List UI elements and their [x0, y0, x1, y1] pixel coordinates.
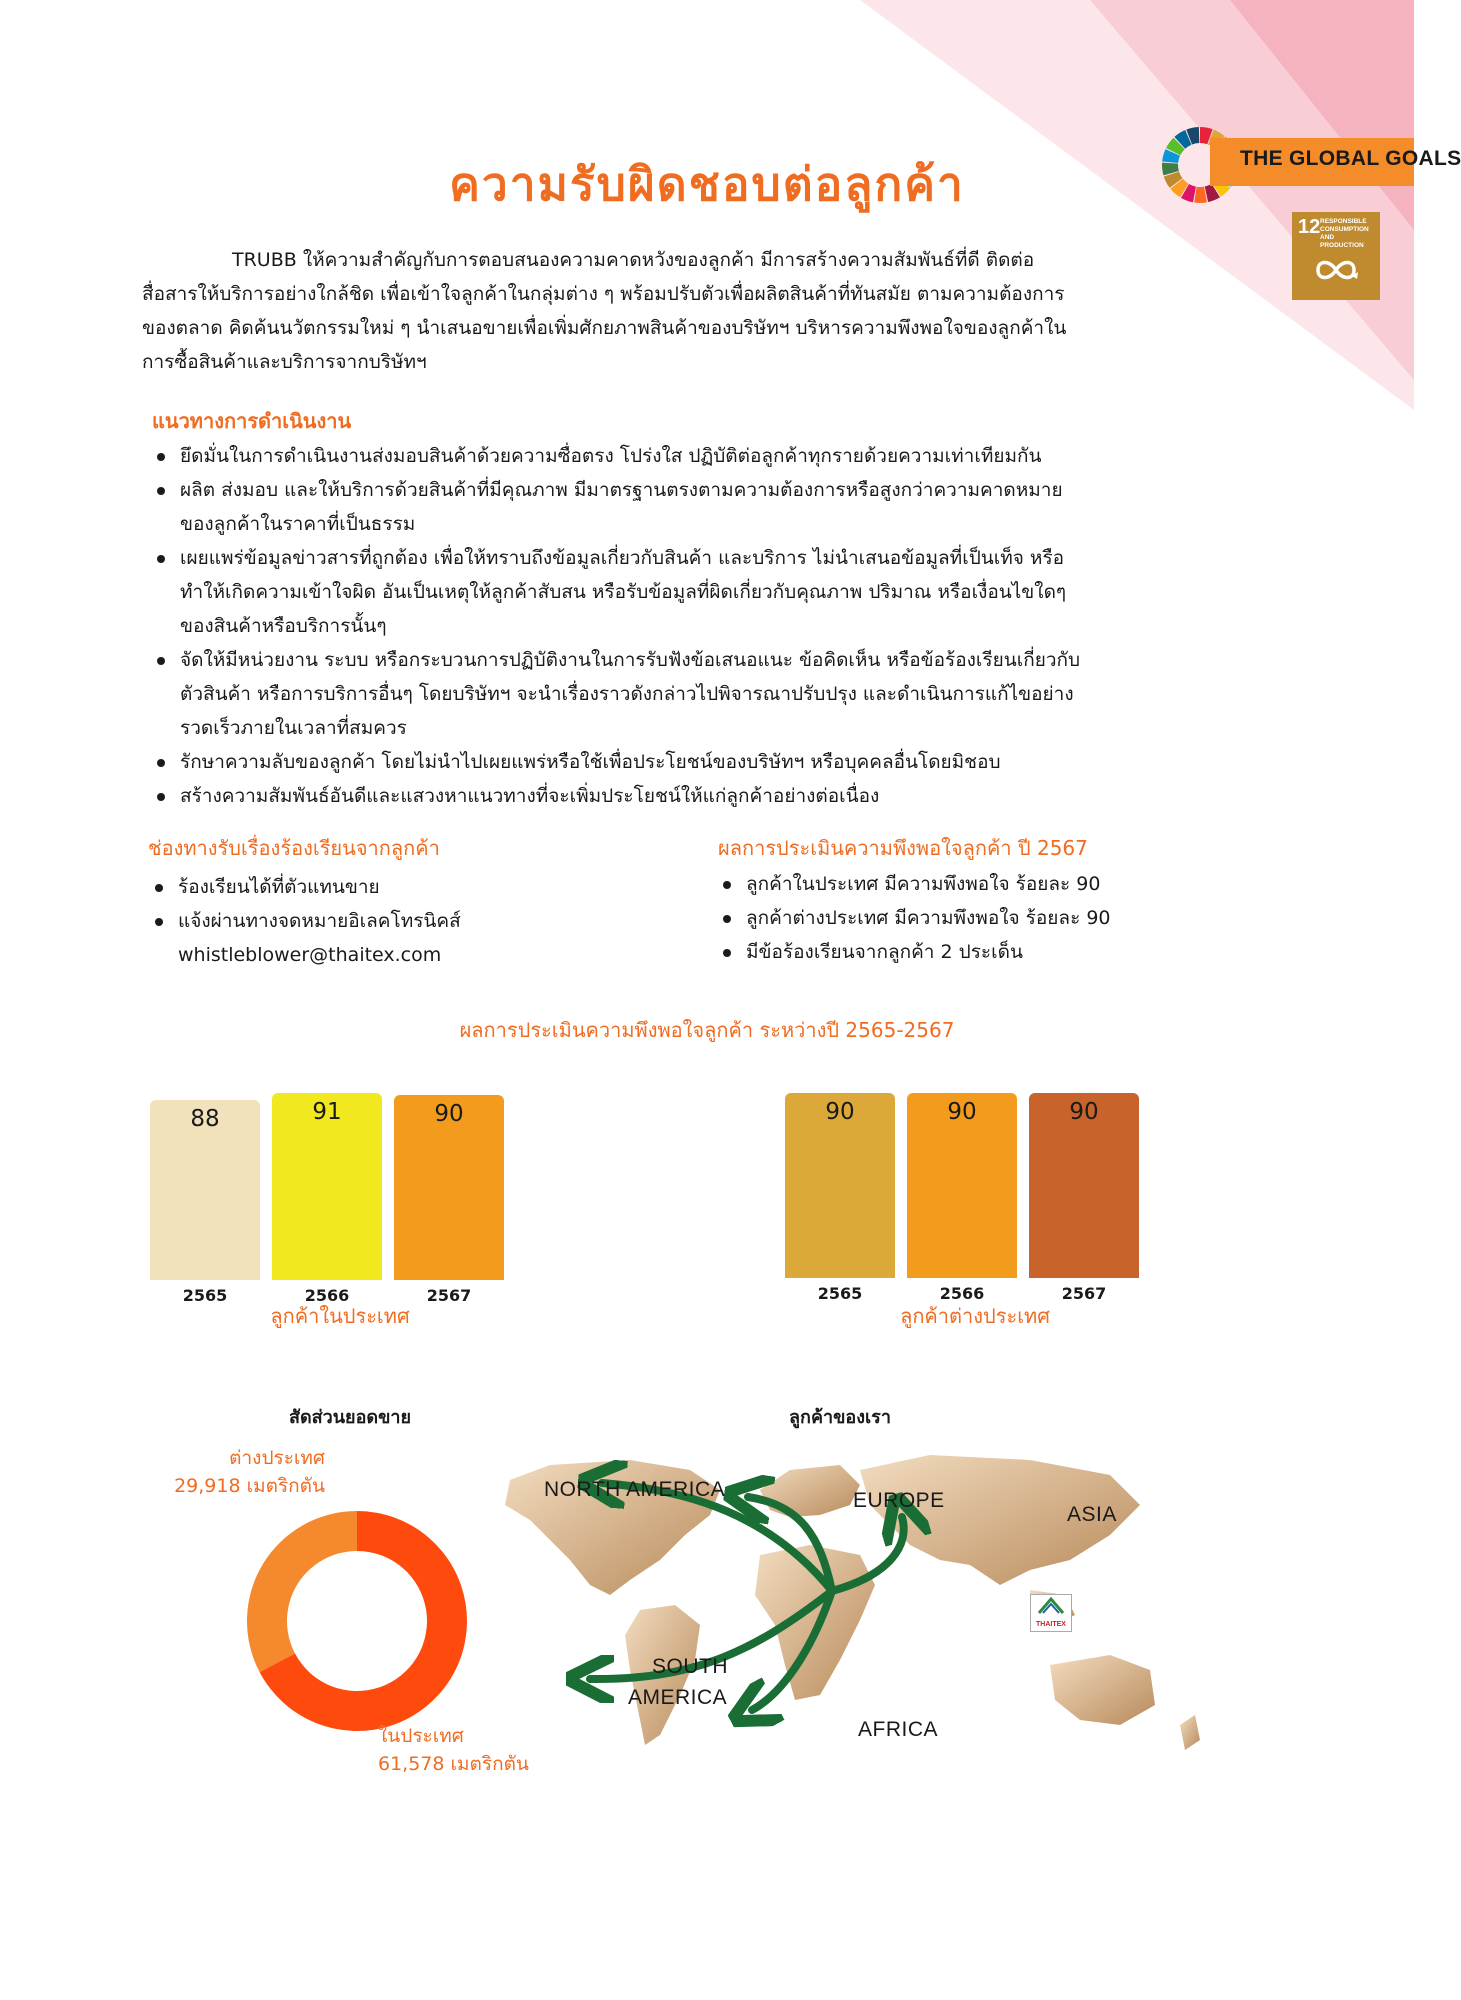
foreign-sales-value: 29,918 เมตริกตัน	[174, 1475, 325, 1497]
list-item-line: ร้องเรียนได้ที่ตัวแทนขาย	[178, 876, 380, 898]
global-goals-label: THE GLOBAL GOALS	[1240, 147, 1461, 170]
list-item-line: ของลูกค้าในราคาที่เป็นธรรม	[180, 513, 416, 535]
list-item-line: เผยแพร่ข้อมูลข่าวสารที่ถูกต้อง เพื่อให้ทราบถึงข้อมูลเกี่ยวกับสินค้า และบริการ ไม่นำเสนอข้อมูลที่เป็นเท็จ หรือ	[180, 547, 1065, 569]
intro-line: การซื้อสินค้าและบริการจากบริษัทฯ	[142, 351, 427, 373]
list-item	[150, 904, 670, 972]
bar-value-label: 90	[1069, 1099, 1099, 1126]
foreign-chart-label: ลูกค้าต่างประเทศ	[900, 1304, 1050, 1328]
bar-value-label: 90	[947, 1099, 977, 1126]
customers-map-heading: ลูกค้าของเรา	[789, 1407, 891, 1428]
list-item-line: จัดให้มีหน่วยงาน ระบบ หรือกระบวนการปฏิบัติงานในการรับฟังข้อเสนอแนะ ข้อคิดเห็น หรือข้อร้องเรียนเกี่ยวกับ	[180, 649, 1081, 671]
complaint-email[interactable]: whistleblower@thaitex.com	[178, 944, 442, 966]
list-item-line: ของสินค้าหรือบริการนั้นๆ	[180, 615, 387, 637]
list-item	[152, 779, 1262, 813]
intro-paragraph	[142, 243, 1270, 379]
foreign-bar-chart	[785, 1058, 1165, 1303]
thaitex-logo	[1030, 1594, 1072, 1632]
thaitex-logo-mark-icon	[1031, 1595, 1071, 1617]
foreign-sales-name: ต่างประเทศ	[229, 1447, 325, 1469]
list-item	[718, 901, 1238, 935]
satisfaction-list	[718, 867, 1238, 969]
list-item	[152, 541, 1262, 643]
bar-category-label: 2566	[939, 1284, 985, 1303]
page-title: ความรับผิดชอบต่อลูกค้า	[449, 157, 965, 211]
region-north-america: NORTH AMERICA	[544, 1478, 726, 1501]
bar-value-label: 88	[190, 1106, 220, 1133]
guidelines-list	[152, 439, 1262, 813]
bar-value-label: 90	[825, 1099, 855, 1126]
sdg12-label: RESPONSIBLE CONSUMPTION AND PRODUCTION	[1320, 218, 1369, 249]
region-south-america-line1: SOUTH	[652, 1655, 728, 1678]
sales-donut-chart	[242, 1506, 472, 1736]
bar-category-label: 2567	[1061, 1284, 1107, 1303]
list-item-line: มีข้อร้องเรียนจากลูกค้า 2 ประเด็น	[746, 941, 1023, 963]
region-africa: AFRICA	[858, 1718, 939, 1741]
satisfaction-heading: ผลการประเมินความพึงพอใจลูกค้า ปี 2567	[718, 836, 1088, 860]
region-asia: ASIA	[1067, 1503, 1117, 1526]
region-south-america-line2: AMERICA	[628, 1686, 728, 1709]
guidelines-heading: แนวทางการดำเนินงาน	[152, 409, 352, 433]
list-item-line: รวดเร็วภายในเวลาที่สมควร	[180, 717, 407, 739]
list-item	[152, 473, 1262, 541]
bar-category-label: 2565	[182, 1286, 228, 1305]
list-item-line: ลูกค้าในประเทศ มีความพึงพอใจ ร้อยละ 90	[746, 873, 1101, 895]
list-item-line: ผลิต ส่งมอบ และให้บริการด้วยสินค้าที่มีคุณภาพ มีมาตรฐานตรงตามความต้องการหรือสูงกว่าความคาดหมาย	[180, 479, 1063, 501]
complaints-list	[150, 870, 670, 972]
list-item	[150, 870, 670, 904]
complaints-heading: ช่องทางรับเรื่องร้องเรียนจากลูกค้า	[148, 836, 440, 860]
intro-line-text: TRUBB ให้ความสำคัญกับการตอบสนองความคาดหวังของลูกค้า มีการสร้างความสัมพันธ์ที่ดี ติดต่อ	[232, 249, 1035, 271]
domestic-bar-chart	[150, 1060, 530, 1305]
list-item-line: รักษาความลับของลูกค้า โดยไม่นำไปเผยแพร่หรือใช้เพื่อประโยชน์ของบริษัทฯ หรือบุคคลอื่นโดยมิชอบ	[180, 751, 1001, 773]
domestic-sales-name: ในประเทศ	[378, 1725, 464, 1747]
intro-line: สื่อสารให้บริการอย่างใกล้ชิด เพื่อเข้าใจลูกค้าในกลุ่มต่าง ๆ พร้อมปรับตัวเพื่อผลิตสินค้าที่ทันสมัย ตามความต้องการ	[142, 283, 1065, 305]
bar-value-label: 90	[434, 1101, 464, 1128]
intro-line: ของตลาด คิดค้นนวัตกรรมใหม่ ๆ นำเสนอขายเพื่อเพิ่มศักยภาพสินค้าของบริษัทฯ บริหารความพึงพอใจของลูกค้าใน	[142, 317, 1067, 339]
list-item	[152, 745, 1262, 779]
donut-slice-foreign	[247, 1511, 357, 1672]
list-item	[152, 643, 1262, 745]
list-item-line: ลูกค้าต่างประเทศ มีความพึงพอใจ ร้อยละ 90	[746, 907, 1111, 929]
list-item-line: แจ้งผ่านทางจดหมายอิเลคโทรนิคส์	[178, 910, 461, 932]
infinity-icon	[1312, 254, 1360, 286]
bar-category-label: 2567	[426, 1286, 472, 1305]
list-item-line: ยึดมั่นในการดำเนินงานส่งมอบสินค้าด้วยความซื่อตรง โปร่งใส ปฏิบัติต่อลูกค้าทุกรายด้วยความเท่าเทียมกัน	[180, 445, 1042, 467]
bar-value-label: 91	[312, 1098, 342, 1125]
sales-ratio-heading: สัดส่วนยอดขาย	[288, 1407, 412, 1428]
list-item-line: ทำให้เกิดความเข้าใจผิด อันเป็นเหตุให้ลูกค้าสับสน หรือรับข้อมูลที่ผิดเกี่ยวกับคุณภาพ ปริมาณ หรือเงื่อนไขใดๆ	[180, 581, 1067, 603]
list-item-line: ตัวสินค้า หรือการบริการอื่นๆ โดยบริษัทฯ จะนำเรื่องราวดังกล่าวไปพิจารณาปรับปรุง และดำเนินการแก้ไขอย่าง	[180, 683, 1074, 705]
list-item	[718, 935, 1238, 969]
chart-title: ผลการประเมินความพึงพอใจลูกค้า ระหว่างปี 2565-2567	[459, 1018, 955, 1042]
list-item-line: สร้างความสัมพันธ์อันดีและแสวงหาแนวทางที่จะเพิ่มประโยชน์ให้แก่ลูกค้าอย่างต่อเนื่อง	[180, 785, 880, 807]
intro-line	[142, 243, 1270, 277]
bar-category-label: 2566	[304, 1286, 350, 1305]
thaitex-logo-text: THAITEX	[1036, 1621, 1066, 1628]
region-europe: EUROPE	[853, 1489, 945, 1512]
domestic-chart-label: ลูกค้าในประเทศ	[270, 1304, 410, 1328]
sdg12-number: 12	[1298, 216, 1321, 238]
list-item	[718, 867, 1238, 901]
sdg12-badge	[1292, 212, 1380, 300]
list-item	[152, 439, 1262, 473]
domestic-sales-value: 61,578 เมตริกตัน	[378, 1753, 529, 1775]
bar-category-label: 2565	[817, 1284, 863, 1303]
foreign-sales-label	[120, 1444, 325, 1500]
